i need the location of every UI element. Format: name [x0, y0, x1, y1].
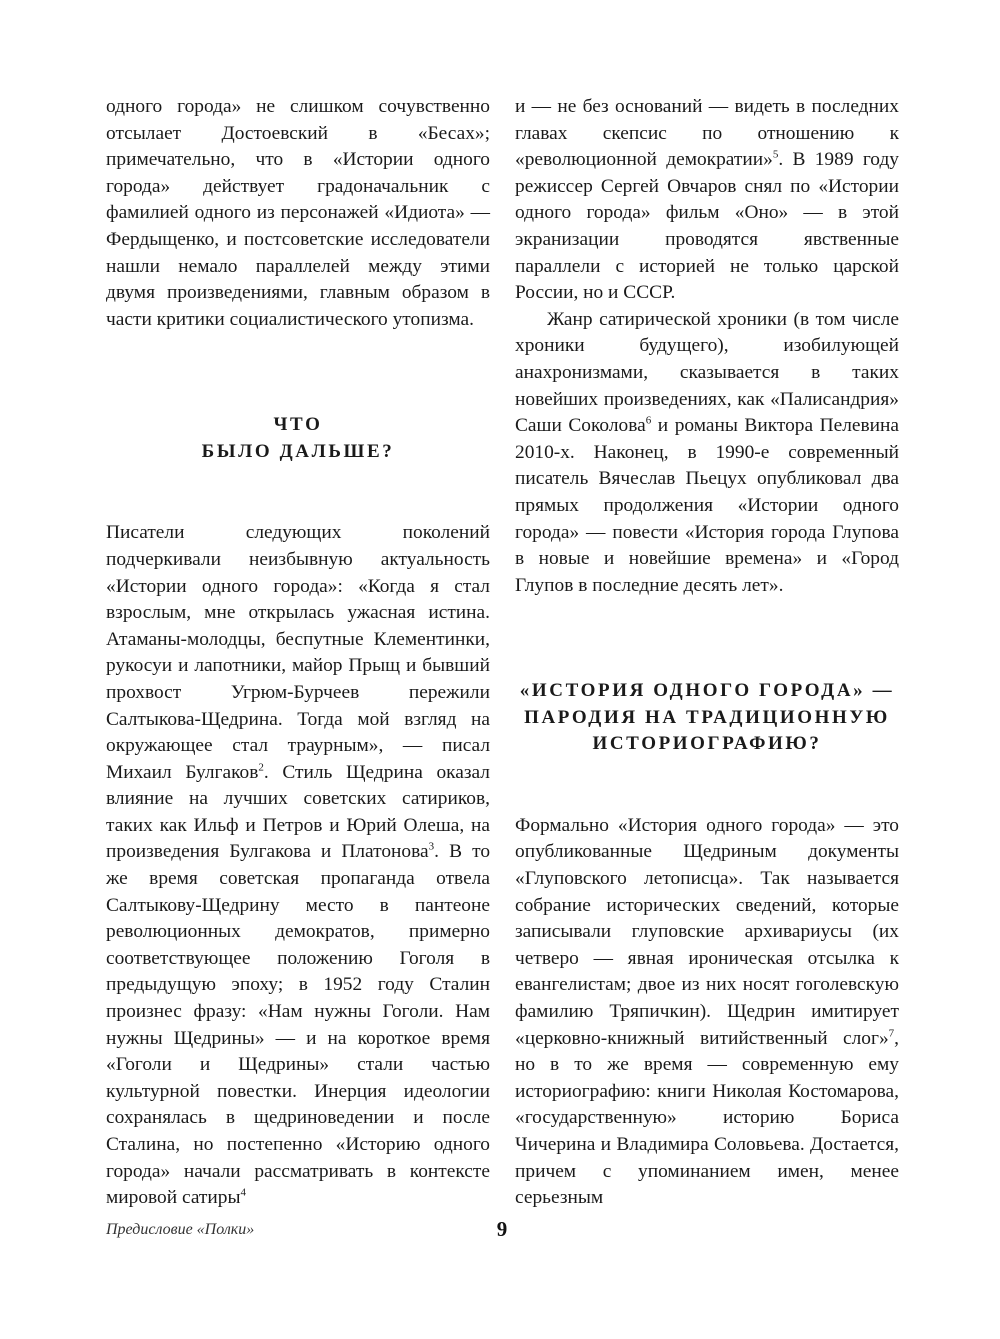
spacer [106, 333, 490, 412]
text-run: . В то же время советская пропаганда отвела Салтыкову-Щедрину место в пантеоне революционных демократов, примерно соответствующее положению Гоголя в предыдущую эпоху; в 1952 году Сталин произнес фразу: «Нам нужны Гоголи. Нам нужны Щедрины» — и на короткое время «Гоголи и Щедрины» стали частью культурной повестки. Инерция идеологии сохранялась в щедриноведении и после Сталина, но постепенно «Историю одного города» начали рассматривать в контексте мировой сатиры [106, 841, 491, 1209]
body-paragraph [515, 307, 899, 600]
body-paragraph [106, 520, 490, 1211]
footnote-ref[interactable]: 3 [428, 841, 435, 853]
heading-line: «ИСТОРИЯ ОДНОГО ГОРОДА» — [519, 680, 895, 702]
section-heading [515, 678, 899, 758]
text-run: , но в то же время — современную ему историографию: книги Николая Костомарова, «государственную» историю Бориса Чичерина и Владимира Соловьева. Достается, причем с упоминанием имен, менее серьезным [515, 1027, 899, 1209]
text-run: Формально «История одного города» — это опубликованные Щедриным документы «Глуповского летописца». Так называется собрание исторических сведений, которые записывали глуповские архивариусы (их четверо — явная ироническая отсылка к евангелистам; двое из них носят гоголевскую фамилию Тряпичкин). Щедрин имитирует «церковно-книжный витийственный слог» [515, 814, 899, 1049]
text-run: . В 1989 году режиссер Сергей Овчаров снял по «Истории одного города» фильм «Оно» — в этой экранизации проводятся явственные параллели с историей не только царской России, но и СССР. [515, 149, 900, 304]
spacer [106, 465, 490, 520]
footnote-ref[interactable]: 7 [888, 1027, 895, 1040]
left-column [106, 94, 490, 1212]
footnote-ref[interactable]: 2 [258, 761, 264, 774]
body-paragraph [515, 813, 899, 1212]
spacer [515, 599, 899, 678]
footnote-ref[interactable]: 6 [645, 414, 652, 427]
right-column [515, 94, 899, 1212]
spacer [515, 758, 899, 813]
heading-line: ПАРОДИЯ НА ТРАДИЦИОННУЮ [524, 706, 890, 728]
text-run: Жанр сатирической хроники (в том числе хроники будущего), изобилующей анахронизмами, сказывается в таких новейших произведениях, как «Палисандрия» Саши Соколова [515, 308, 899, 437]
footnote-ref[interactable]: 5 [772, 148, 779, 161]
text-run: и — не без оснований — видеть в последних главах скепсис по отношению к «революционной демократии» [515, 96, 899, 171]
body-paragraph: одного города» не слишком сочувственно отсылает Достоевский в «Бесах»; примечательно, что в «Истории одного города» действует градоначальник с фамилией одного из персонажей «Идиота» — Фердыщенко, и постсоветские исследователи нашли немало параллелей между этими двумя произведениями, главным образом в части критики социалистического утопизма. [106, 96, 490, 330]
page-number: 9 [496, 1217, 508, 1241]
heading-line: БЫЛО ДАЛЬШЕ? [201, 440, 395, 462]
text-run: . Стиль Щедрина оказал влияние на лучших советских сатириков, таких как Ильф и Петров и Юрий Олеша, на произведения Булгакова и Платонова [106, 761, 490, 863]
heading-line: ЧТО [273, 414, 323, 436]
running-title: Предисловие «Полки» [106, 1221, 255, 1238]
section-heading [106, 412, 490, 465]
text-run: Писатели следующих поколений подчеркивали неизбывную актуальность «Истории одного города»: «Когда я стал взрослым, мне открылась ужасная истина. Атаманы-молодцы, беспутные Клементинки, рукосуи и лапотники, майор Прыщ и бывший прохвост Угрюм-Бурчеев пережили Салтыкова-Щедрина. Тогда мой взгляд на окружающее стал траурным», — писал Михаил Булгаков [106, 522, 490, 783]
footnote-ref[interactable]: 4 [240, 1186, 247, 1199]
heading-line: ИСТОРИОГРАФИЮ? [592, 733, 822, 755]
body-paragraph [515, 94, 899, 307]
text-run: и романы Виктора Пелевина 2010-х. Наконец, в 1990-е современный писатель Вячеслав Пьецух опубликовал два прямых продолжения «Истории одного города» — повести «История города Глупова в новые и новейшие времена» и «Город Глупов в последние десять лет». [515, 415, 900, 596]
